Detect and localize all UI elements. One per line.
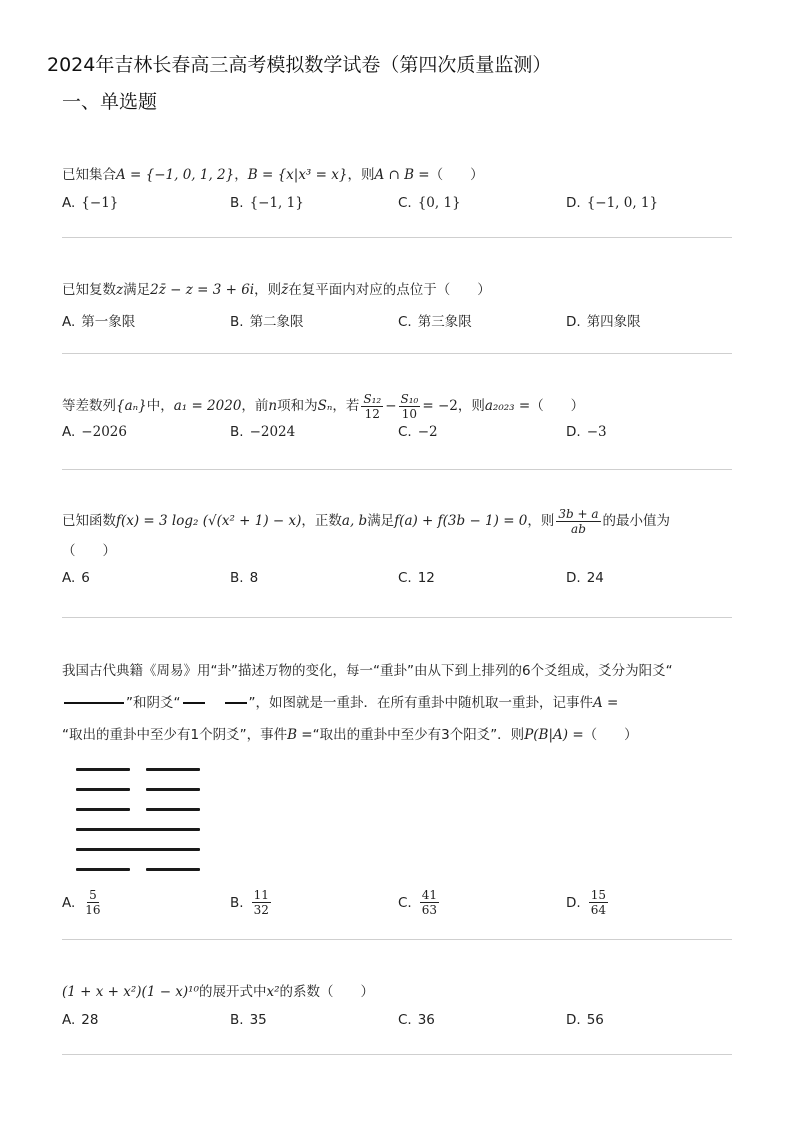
stem-text: 已知集合 <box>62 167 116 183</box>
options <box>62 195 732 219</box>
stem-text: 在复平面内对应的点位于（ ） <box>288 282 491 298</box>
stem-text: 项和为 <box>277 398 318 414</box>
divider <box>62 469 732 470</box>
option-letter: D. <box>566 424 581 440</box>
option-d[interactable] <box>566 570 604 586</box>
option-text: 8 <box>249 570 259 586</box>
yao-segment <box>76 828 200 831</box>
stem-text: 中， <box>146 398 174 414</box>
option-letter: A. <box>62 894 76 911</box>
option-letter: A. <box>62 195 76 211</box>
stem-text: ，则 <box>527 513 555 529</box>
math-equation: 2z̄ − z = 3 + 6i <box>150 282 255 298</box>
option-text: {0, 1} <box>417 195 461 211</box>
fraction-numerator: S₁₀ <box>400 391 419 406</box>
option-a[interactable] <box>62 1012 98 1028</box>
stem-text: ，则 <box>457 398 485 414</box>
option-letter: A. <box>62 314 76 330</box>
math-equation: = −2 <box>422 398 458 414</box>
option-c[interactable] <box>398 888 441 917</box>
fraction-denominator: 16 <box>85 903 101 917</box>
stem-text: “取出的重卦中至少有3个阳爻”．则 <box>312 727 525 743</box>
stem-text: 满足 <box>123 282 151 298</box>
options <box>62 570 732 594</box>
option-text: −2 <box>417 424 438 440</box>
question-stem <box>62 978 732 1006</box>
fraction <box>399 392 421 421</box>
divider <box>62 1054 732 1055</box>
option-letter: B. <box>230 195 244 211</box>
option-letter: D. <box>566 195 581 211</box>
option-letter: C. <box>398 314 412 330</box>
question-4 <box>62 502 732 594</box>
option-d[interactable] <box>566 888 610 917</box>
question-3 <box>62 388 732 448</box>
option-letter: C. <box>398 570 412 586</box>
divider <box>62 353 732 354</box>
fraction <box>420 888 439 917</box>
option-text: 第四象限 <box>586 314 641 330</box>
stem-text: 已知复数 <box>62 282 116 298</box>
fraction <box>252 888 271 917</box>
fraction-numerator: 41 <box>421 888 437 902</box>
option-a[interactable] <box>62 424 127 440</box>
option-letter: B. <box>230 1012 244 1028</box>
fraction-numerator: S₁₂ <box>363 391 382 406</box>
fraction-numerator: 5 <box>89 888 97 902</box>
question-stem-cont <box>62 719 732 751</box>
answer-blank: （ ） <box>583 727 638 743</box>
math-variable: n <box>268 398 278 414</box>
stem-text: ，则 <box>254 282 282 298</box>
option-letter: B. <box>230 314 244 330</box>
option-letter: B. <box>230 570 244 586</box>
fraction <box>556 507 600 536</box>
math-variable: z <box>116 282 124 298</box>
math-equation: a₁ = 2020 <box>173 398 242 414</box>
math-sequence: {aₙ} <box>116 398 147 414</box>
fraction <box>83 888 102 917</box>
yao-segment <box>76 848 200 851</box>
options <box>62 310 732 334</box>
option-d[interactable] <box>566 1012 604 1028</box>
math-variable: Sₙ <box>317 398 333 414</box>
stem-text: ，前 <box>241 398 269 414</box>
stem-text: ，则 <box>347 167 375 183</box>
stem-text: ”和阴爻“ <box>126 695 181 711</box>
option-a[interactable] <box>62 570 90 586</box>
option-b[interactable] <box>230 570 258 586</box>
option-text: −2024 <box>249 424 296 440</box>
fraction-denominator: 64 <box>590 903 606 917</box>
stem-text: 已知函数 <box>62 513 116 529</box>
math-equation: f(a) + f(3b − 1) = 0 <box>394 513 528 529</box>
option-text: 24 <box>586 570 604 586</box>
option-text: 28 <box>81 1012 99 1028</box>
fraction-denominator: 63 <box>421 903 437 917</box>
option-letter: B. <box>230 894 244 911</box>
stem-text: 的最小值为 <box>602 513 671 529</box>
stem-text: “取出的重卦中至少有1个阴爻”，事件 <box>62 727 288 743</box>
option-text: 56 <box>586 1012 604 1028</box>
question-1 <box>62 161 732 219</box>
stem-text: ，正数 <box>301 513 342 529</box>
fraction-denominator: 10 <box>401 406 418 421</box>
option-letter: C. <box>398 1012 412 1028</box>
option-b[interactable] <box>230 1012 267 1028</box>
options <box>62 424 732 448</box>
option-c[interactable] <box>398 424 438 440</box>
math-set-a: A = {−1, 0, 1, 2} <box>116 167 235 183</box>
question-2 <box>62 276 732 334</box>
answer-blank: （ ） <box>530 398 585 414</box>
question-5-options <box>62 888 732 928</box>
fraction <box>361 392 383 421</box>
option-letter: A. <box>62 424 76 440</box>
option-letter: A. <box>62 570 76 586</box>
stem-text: 等差数列 <box>62 398 116 414</box>
yao-segment <box>146 868 200 871</box>
yin-yao-symbol <box>225 702 247 704</box>
question-5 <box>62 655 732 751</box>
option-text: {−1, 1} <box>249 195 304 211</box>
option-a[interactable] <box>62 195 118 211</box>
option-text: {−1, 0, 1} <box>586 195 659 211</box>
option-text: 第三象限 <box>417 314 472 330</box>
math-set-b: B = {x|x³ = x} <box>247 167 348 183</box>
options <box>62 888 732 928</box>
question-6 <box>62 978 732 1036</box>
option-text: −2026 <box>81 424 127 440</box>
option-text: 35 <box>249 1012 267 1028</box>
yang-yao-symbol <box>64 702 124 704</box>
fraction-denominator: 32 <box>253 903 269 917</box>
stem-text: ，若 <box>332 398 360 414</box>
option-letter: D. <box>566 570 581 586</box>
paper-title: 2024年吉林长春高三高考模拟数学试卷（第四次质量监测） <box>47 54 552 76</box>
option-letter: C. <box>398 195 412 211</box>
question-stem <box>62 276 732 304</box>
option-text: 12 <box>417 570 435 586</box>
yao-segment <box>146 768 200 771</box>
math-expression: (1 + x + x²)(1 − x)¹⁰ <box>62 984 200 1000</box>
option-c[interactable] <box>398 1012 435 1028</box>
question-stem <box>62 161 732 189</box>
options <box>62 1012 732 1036</box>
question-stem-cont <box>62 687 732 719</box>
divider <box>62 237 732 238</box>
yao-segment <box>146 808 200 811</box>
yin-yao-symbol <box>183 702 205 704</box>
stem-text: 的展开式中 <box>199 984 267 1000</box>
fraction-denominator: ab <box>571 521 586 536</box>
fraction <box>589 888 608 917</box>
option-text: 36 <box>417 1012 435 1028</box>
divider <box>62 939 732 940</box>
math-variable: A = <box>593 695 619 711</box>
option-text: {−1} <box>81 195 119 211</box>
option-letter: D. <box>566 314 581 330</box>
math-operator: − <box>385 398 397 414</box>
option-letter: A. <box>62 1012 76 1028</box>
option-b[interactable] <box>230 310 304 330</box>
math-term: x² <box>266 984 280 1000</box>
math-expression: A ∩ B = <box>374 167 430 183</box>
yao-segment <box>76 808 130 811</box>
fraction-numerator: 15 <box>590 888 606 902</box>
question-stem <box>62 502 732 540</box>
option-d[interactable] <box>566 424 607 440</box>
option-letter: D. <box>566 894 581 911</box>
yao-segment <box>76 788 130 791</box>
option-text: 第一象限 <box>81 314 136 330</box>
yao-segment <box>76 868 130 871</box>
option-text: 6 <box>81 570 90 586</box>
yao-segment <box>76 768 130 771</box>
option-b[interactable] <box>230 888 273 917</box>
answer-blank: （ ） <box>429 167 484 183</box>
math-function: f(x) = 3 log₂ (√(x² + 1) − x) <box>116 513 302 529</box>
option-letter: C. <box>398 424 412 440</box>
stem-text: ， <box>234 167 248 183</box>
question-stem <box>62 388 732 424</box>
option-a[interactable] <box>62 310 135 330</box>
option-letter: D. <box>566 1012 581 1028</box>
answer-blank: （ ） <box>62 543 116 559</box>
math-variable: B = <box>287 727 313 743</box>
math-expression: a₂₀₂₃ = <box>484 398 531 414</box>
fraction-numerator: 11 <box>253 888 269 902</box>
section-heading: 一、单选题 <box>62 91 158 113</box>
stem-text: 的系数（ ） <box>279 984 375 1000</box>
question-stem <box>62 655 732 687</box>
option-a[interactable] <box>62 888 105 917</box>
option-c[interactable] <box>398 310 472 330</box>
fraction-denominator: 12 <box>364 406 380 421</box>
math-variable: a, b <box>341 513 368 529</box>
option-c[interactable] <box>398 195 461 211</box>
option-b[interactable] <box>230 424 295 440</box>
math-variable: z̄ <box>281 282 289 298</box>
option-letter: C. <box>398 894 412 911</box>
stem-text: 我国古代典籍《周易》用“卦”描述万物的变化，每一“重卦”由从下到上排列的6个爻组成，爻分为阳爻“ <box>62 663 673 679</box>
yao-segment <box>146 788 200 791</box>
option-text: 第二象限 <box>249 314 304 330</box>
option-letter: B. <box>230 424 244 440</box>
option-c[interactable] <box>398 570 435 586</box>
divider <box>62 617 732 618</box>
fraction-numerator: 3b + a <box>558 506 599 521</box>
math-expression: P(B|A) = <box>524 727 584 743</box>
option-b[interactable] <box>230 195 304 211</box>
option-d[interactable] <box>566 195 658 211</box>
option-d[interactable] <box>566 310 641 330</box>
stem-text: ”，如图就是一重卦．在所有重卦中随机取一重卦，记事件 <box>248 695 593 711</box>
question-stem-cont <box>62 540 732 562</box>
stem-text: 满足 <box>367 513 395 529</box>
option-text: −3 <box>586 424 607 440</box>
